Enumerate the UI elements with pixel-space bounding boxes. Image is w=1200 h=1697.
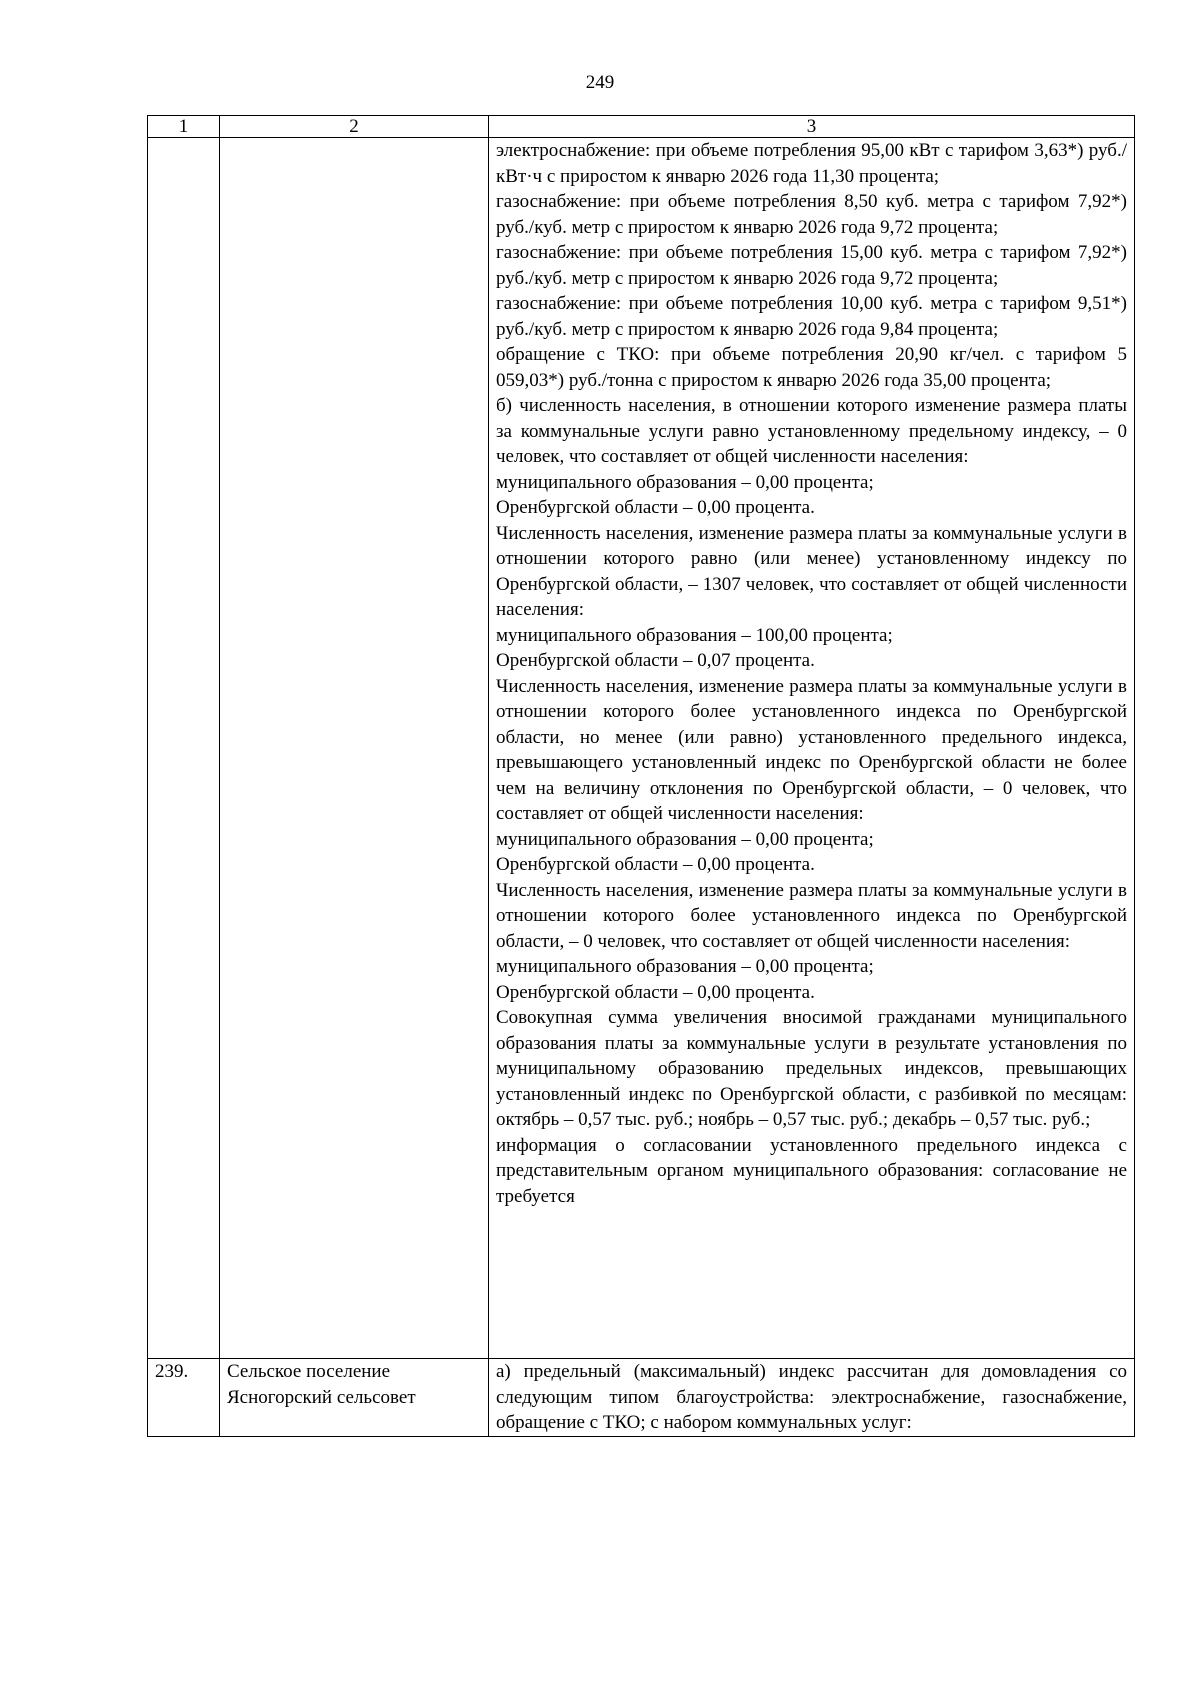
paragraph: электроснабжение: при объеме потребления 95,00 кВт с тарифом 3,63*) руб./кВт·ч с приростом к январю 2026 года 11,30 процента; (496, 140, 1127, 187)
paragraph: Оренбургской области – 0,00 процента. (496, 854, 815, 875)
paragraph: информация о согласовании установленного предельного индекса с представительным органом муниципального образования: согласование не требуется (496, 1134, 1127, 1207)
paragraph: Оренбургской области – 0,00 процента. (496, 981, 815, 1003)
table-row (148, 138, 1135, 1359)
paragraph: Совокупная сумма увеличения вносимой гражданами муниципального образования платы за коммунальные услуги в результате установления по муниципальному образованию предельных индексов, превышающих установленный индекс по Оренбургской области, с разбивкой по месяцам: октябрь – 0,57 тыс. руб.; ноябрь – 0,57 тыс. руб.; декабрь – 0,57 тыс. руб.; (496, 1007, 1127, 1130)
row-number: 239. (148, 1359, 220, 1437)
header-cell: 3 (489, 116, 1135, 138)
paragraph: газоснабжение: при объеме потребления 8,50 куб. метра с тарифом 7,92*) руб./куб. метр с приростом к январю 2026 года 9,72 процента; (496, 191, 1127, 238)
organization-name-line: Ясногорский сельсовет (227, 1386, 416, 1408)
paragraph: муниципального образования – 0,00 процента; (496, 471, 874, 493)
paragraph: Численность населения, изменение размера платы за коммунальные услуги в отношении которого более установленного индекса по Оренбургской области, – 0 человек, что составляет от общей численности населения: (496, 879, 1127, 952)
description-cell (489, 1359, 1135, 1437)
paragraph: Численность населения, изменение размера платы за коммунальные услуги в отношении которого более установленного индекса по Оренбургской области, но менее (или равно) установленного предельного индекса, превышающего установленный индекс по Оренбургской области не более чем на величину отклонения по Оренбургской области, – 0 человек, что составляет от общей численности населения: (496, 675, 1127, 824)
paragraph: Оренбургской области – 0,07 процента. (496, 650, 815, 671)
paragraph: обращение с ТКО: при объеме потребления 20,90 кг/чел. с тарифом 5 059,03*) руб./тонна с приростом к январю 2026 года 35,00 процента; (496, 344, 1127, 391)
page-number: 249 (585, 72, 615, 93)
paragraph: муниципального образования – 0,00 процента; (496, 828, 874, 850)
data-table (147, 115, 1135, 1437)
organization-name (220, 138, 489, 1359)
paragraph: муниципального образования – 0,00 процента; (496, 956, 874, 977)
row-number (148, 138, 220, 1359)
organization-name-line: Сельское поселение (227, 1361, 391, 1382)
paragraph: б) численность населения, в отношении которого изменение размера платы за коммунальные услуги равно установленному предельному индексу, – 0 человек, что составляет от общей численности населения: (496, 395, 1127, 467)
organization-name (220, 1359, 489, 1437)
table-row (148, 1359, 1135, 1437)
paragraph: а) предельный (максимальный) индекс рассчитан для домовладения со следующим типом благоустройства: электроснабжение, газоснабжение, обращение с ТКО; с набором коммунальных услуг: (496, 1361, 1127, 1433)
paragraph: Оренбургской области – 0,00 процента. (496, 497, 815, 518)
paragraph: газоснабжение: при объеме потребления 10,00 куб. метра с тарифом 9,51*) руб./куб. метр с приростом к январю 2026 года 9,84 процента; (496, 293, 1127, 340)
table-header-row (148, 116, 1135, 138)
header-cell: 1 (148, 116, 220, 138)
description-cell (489, 138, 1135, 1359)
paragraph: муниципального образования – 100,00 процента; (496, 624, 893, 646)
paragraph: Численность населения, изменение размера платы за коммунальные услуги в отношении которого равно (или менее) установленному индексу по Оренбургской области, – 1307 человек, что составляет от общей численности населения: (496, 522, 1127, 620)
header-cell: 2 (220, 116, 489, 138)
paragraph: газоснабжение: при объеме потребления 15,00 куб. метра с тарифом 7,92*) руб./куб. метр с приростом к январю 2026 года 9,72 процента; (496, 242, 1127, 289)
